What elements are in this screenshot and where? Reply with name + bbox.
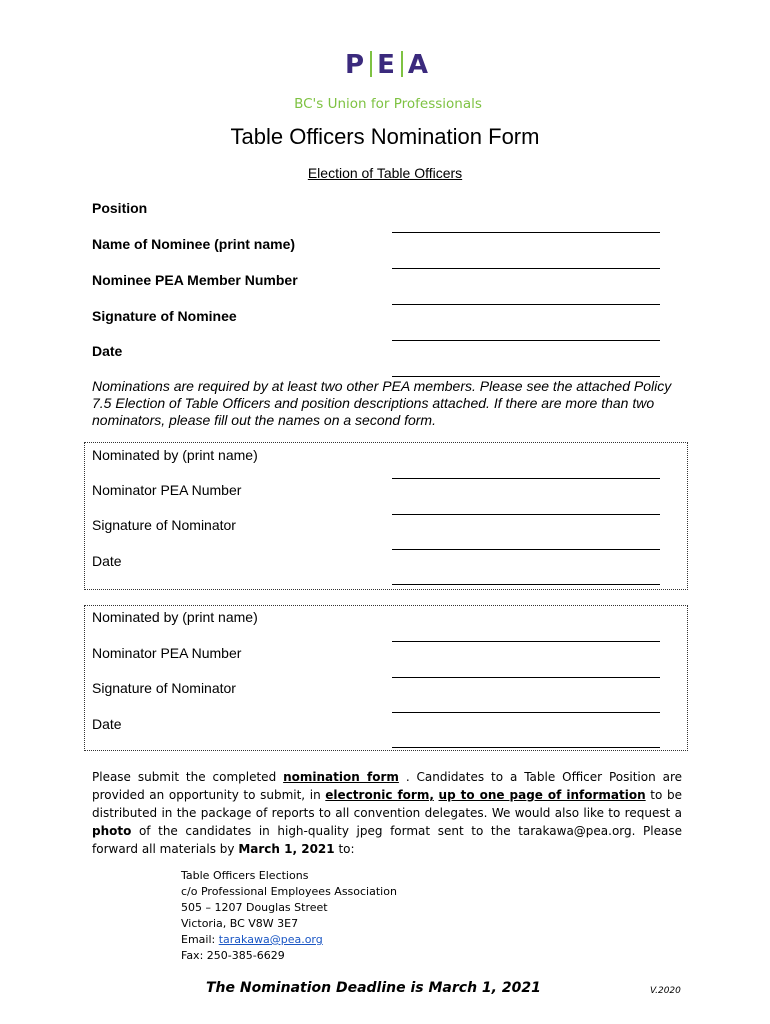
position-label: Position xyxy=(92,200,148,216)
nominee-date-label: Date xyxy=(92,343,123,359)
one-page-term: up to one page of information xyxy=(438,788,646,802)
address-line-2: c/o Professional Employees Association xyxy=(181,885,397,898)
address-email-row xyxy=(181,932,397,948)
nominator2-number-line[interactable] xyxy=(392,677,660,678)
logo-letter-p: P xyxy=(345,50,366,80)
nominator-box-2 xyxy=(84,605,688,751)
logo-letter-a: A xyxy=(407,50,429,80)
nominee-signature-label: Signature of Nominee xyxy=(92,308,237,324)
nomination-deadline: The Nomination Deadline is March 1, 2021 xyxy=(206,980,541,996)
logo-letter-e: E xyxy=(377,50,396,80)
nominee-member-number-label: Nominee PEA Member Number xyxy=(92,272,298,288)
nominator2-date-label: Date xyxy=(92,716,122,732)
tagline: BC's Union for Professionals xyxy=(294,96,482,112)
address-line-4: Victoria, BC V8W 3E7 xyxy=(181,917,299,930)
nominator1-date-line[interactable] xyxy=(392,584,660,585)
nominator2-signature-line[interactable] xyxy=(392,712,660,713)
email-label: Email: xyxy=(181,933,219,946)
electronic-form-term: electronic form, xyxy=(325,788,434,802)
nominee-signature-line[interactable] xyxy=(392,340,660,341)
logo-divider xyxy=(370,51,372,77)
nominator1-name-line[interactable] xyxy=(392,478,660,479)
email-link[interactable]: tarakawa@pea.org xyxy=(218,933,323,946)
nominator2-number-label: Nominator PEA Number xyxy=(92,645,242,661)
nomination-note: Nominations are required by at least two other PEA members. Please see the attached Policy 7.5 Election of Table Officers and position descriptions attached. If there are more than two nominators, please fill out the names on a second form. xyxy=(92,378,672,428)
address-line-3: 505 – 1207 Douglas Street xyxy=(181,901,328,914)
address-fax: Fax: 250-385-6629 xyxy=(181,949,285,962)
instr-text-5: of the candidates in high-quality jpeg format sent to the tarakawa@pea.org. Please forward all materials by xyxy=(92,824,682,856)
nominee-date-line[interactable] xyxy=(392,376,660,377)
nominator1-signature-label: Signature of Nominator xyxy=(92,517,236,533)
submission-instructions xyxy=(92,768,682,858)
instr-text-4: to be distributed in the package of reports to all convention delegates. We would also like to request a xyxy=(92,788,682,820)
nominator1-date-label: Date xyxy=(92,553,122,569)
nominator2-date-line[interactable] xyxy=(392,747,660,748)
logo-divider xyxy=(401,51,403,77)
nominee-name-label: Name of Nominee (print name) xyxy=(92,236,296,252)
nominator1-number-line[interactable] xyxy=(392,514,660,515)
address-line-1: Table Officers Elections xyxy=(181,869,309,882)
nominator2-name-label: Nominated by (print name) xyxy=(92,609,258,625)
nominator-box-1 xyxy=(84,442,688,590)
nominee-member-number-line[interactable] xyxy=(392,304,660,305)
position-line[interactable] xyxy=(392,232,660,233)
nomination-form-term: nomination form xyxy=(283,770,399,784)
deadline-date-term: March 1, 2021 xyxy=(238,842,335,856)
page-subtitle: Election of Table Officers xyxy=(307,165,463,181)
nominator2-signature-label: Signature of Nominator xyxy=(92,680,236,696)
pea-logo xyxy=(345,50,435,84)
version-label: V.2020 xyxy=(650,986,681,996)
nominee-name-line[interactable] xyxy=(392,268,660,269)
nominator1-signature-line[interactable] xyxy=(392,549,660,550)
instr-text-6: to: xyxy=(334,842,355,856)
nominator1-name-label: Nominated by (print name) xyxy=(92,447,258,463)
instr-text-2: . Candidates to a Table Officer Position are provided an opportunity to submit, in xyxy=(92,770,683,802)
page-title: Table Officers Nomination Form xyxy=(230,124,540,149)
instr-text-1: Please submit the completed xyxy=(92,770,284,784)
nominator2-name-line[interactable] xyxy=(392,641,660,642)
mailing-address xyxy=(181,868,397,964)
nominator1-number-label: Nominator PEA Number xyxy=(92,482,242,498)
photo-term: photo xyxy=(92,824,132,838)
